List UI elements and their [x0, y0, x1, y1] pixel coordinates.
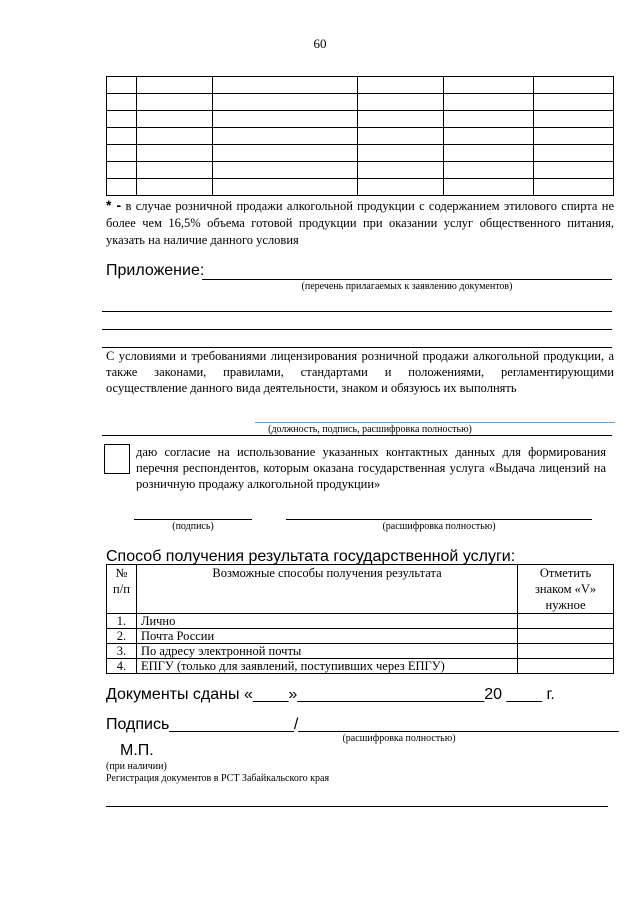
consent-decoding-caption: (расшифровка полностью) — [382, 521, 496, 532]
table-row — [107, 162, 614, 179]
blank-data-table — [106, 76, 614, 196]
method-label: Лично — [136, 614, 517, 629]
attachment-caption: (перечень прилагаемых к заявлению документов) — [301, 281, 513, 292]
method-num: 3. — [107, 644, 137, 659]
conditions-text: С условиями и требованиями лицензирования розничной продажи алкогольной продукции, а также законами, правилами, стандартами и положениями, регламентирующими осуществление данного вида деятельности, знаком и обязуюсь их выполнять — [106, 349, 614, 395]
attachment-input-line[interactable] — [202, 279, 612, 280]
method-header-option: Возможные способы получения результата — [136, 565, 517, 614]
attachment-line-3[interactable] — [102, 329, 612, 330]
method-row-1 — [107, 614, 614, 629]
method-row-2 — [107, 629, 614, 644]
method-row-4 — [107, 659, 614, 674]
consent-checkbox[interactable] — [104, 444, 130, 474]
method-label: Почта России — [136, 629, 517, 644]
method-mark-cell[interactable] — [518, 659, 614, 674]
signature-caption: (расшифровка полностью) — [342, 733, 456, 744]
conditions-caption: (должность, подпись, расшифровка полностью) — [268, 424, 472, 435]
method-header-row — [107, 565, 614, 614]
conditions-divider — [102, 435, 612, 436]
consent-decoding-line[interactable] — [286, 519, 592, 520]
registration-line[interactable] — [106, 806, 608, 807]
attachment-label: Приложение: — [106, 262, 205, 279]
method-num: 4. — [107, 659, 137, 674]
footnote — [106, 197, 614, 249]
table-row — [107, 94, 614, 111]
table-row — [107, 111, 614, 128]
method-mark-cell[interactable] — [518, 644, 614, 659]
attachment-line-2[interactable] — [102, 311, 612, 312]
table-row — [107, 77, 614, 94]
page-number: 60 — [313, 36, 327, 51]
table-row — [107, 128, 614, 145]
documents-submitted[interactable]: Документы сданы «____»_____________________20 ____ г. — [106, 686, 555, 703]
method-table — [106, 564, 614, 674]
method-label: По адресу электронной почты — [136, 644, 517, 659]
registration-label: Регистрация документов в РСТ Забайкальского края — [106, 773, 330, 784]
footnote-asterisk: * - — [106, 197, 122, 213]
consent-signature-line[interactable] — [134, 519, 252, 520]
signature-line[interactable]: Подпись______________/____________________________________ — [106, 716, 619, 733]
stamp-note: (при наличии) — [106, 761, 167, 772]
method-mark-cell[interactable] — [518, 629, 614, 644]
method-num: 2. — [107, 629, 137, 644]
footnote-text: в случае розничной продажи алкогольной продукции с содержанием этилового спирта не более чем 16,5% объема готовой продукции при оказании услуг общественного питания, указать на наличие данного условия — [106, 199, 615, 247]
method-label: ЕПГУ (только для заявлений, поступивших через ЕПГУ) — [136, 659, 517, 674]
conditions-signature-line[interactable] — [255, 422, 615, 423]
method-mark-cell[interactable] — [518, 614, 614, 629]
table-row — [107, 179, 614, 196]
stamp-label: М.П. — [120, 742, 154, 759]
method-header-num: № п/п — [107, 565, 137, 614]
method-title: Способ получения результата государственной услуги: — [106, 548, 516, 565]
method-num: 1. — [107, 614, 137, 629]
method-header-mark: Отметить знаком «V» нужное — [518, 565, 614, 614]
consent-text: даю согласие на использование указанных контактных данных для формирования перечня респондентов, которым оказана государственная услуга «Выдача лицензий на розничную продажу алкогольной продукции» — [136, 445, 606, 491]
consent-signature-caption: (подпись) — [172, 521, 214, 532]
table-row — [107, 145, 614, 162]
method-row-3 — [107, 644, 614, 659]
